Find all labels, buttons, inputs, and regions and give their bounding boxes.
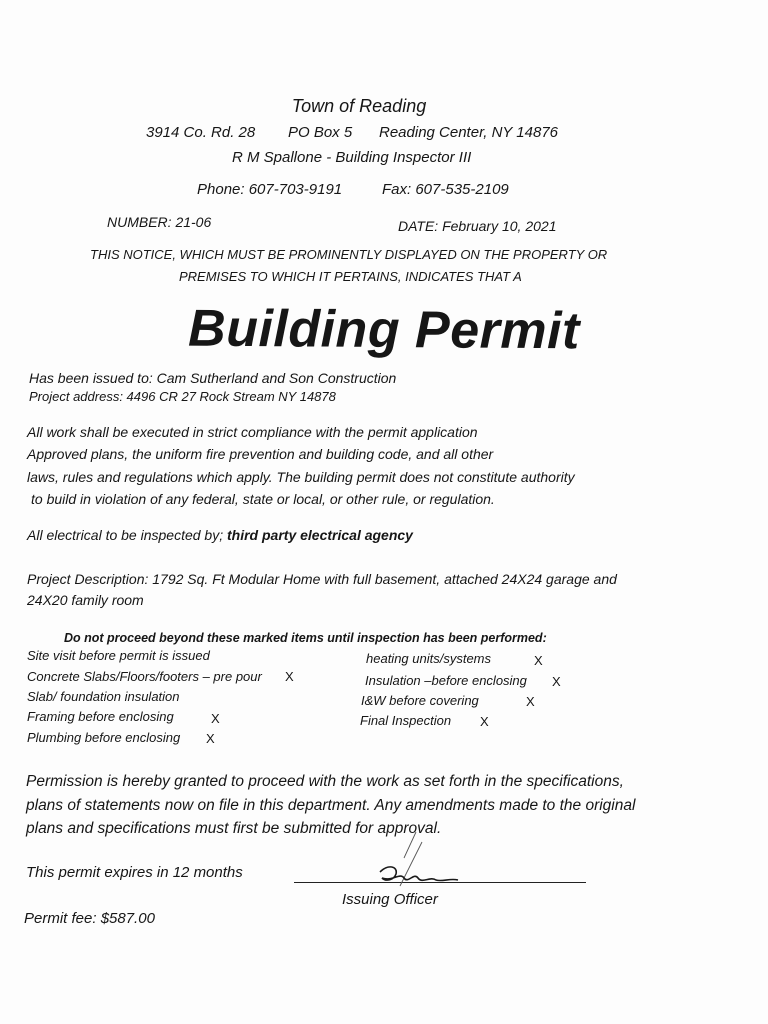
city-state-zip: Reading Center, NY 14876 [379,124,559,141]
inspection-item: Plumbing before enclosing [27,730,181,745]
permission-line-3: plans and specifications must first be submitted for approval. [26,820,442,837]
inspector-name: R M Spallone - Building Inspector III [232,149,472,166]
issuing-officer-label: Issuing Officer [342,891,438,908]
notice-line-1: THIS NOTICE, WHICH MUST BE PROMINENTLY DISPLAYED ON THE PROPERTY OR [90,247,608,262]
permit-date: DATE: February 10, 2021 [398,218,557,234]
permit-fee: Permit fee: $587.00 [24,910,155,927]
inspection-heading: Do not proceed beyond these marked items until inspection has been performed: [64,631,547,645]
po-box: PO Box 5 [288,124,353,141]
town-title: Town of Reading [291,96,427,116]
issued-to: Has been issued to: Cam Sutherland and Son Construction [29,370,397,386]
phone-number: Phone: 607-703-9191 [197,181,343,198]
inspection-mark: X [206,731,215,746]
project-description-line-1: Project Description: 1792 Sq. Ft Modular Home with full basement, attached 24X24 garage and [27,571,617,587]
fax-number: Fax: 607-535-2109 [382,181,509,198]
electrical-agency: third party electrical agency [227,527,413,543]
street-address: 3914 Co. Rd. 28 [146,124,256,141]
inspection-mark: X [480,714,489,729]
electrical-note [27,527,413,543]
inspection-mark: X [211,711,220,726]
project-address: Project address: 4496 CR 27 Rock Stream NY 14878 [29,389,336,404]
project-description-line-2: 24X20 family room [27,592,144,608]
inspection-item: heating units/systems [366,651,492,666]
inspection-item: Site visit before permit is issued [27,648,210,663]
inspection-mark: X [526,694,535,709]
permission-line-1: Permission is hereby granted to proceed with the work as set forth in the specifications, [26,773,624,790]
inspection-item: Final Inspection [360,713,452,728]
inspection-mark: X [285,669,294,684]
compliance-line-2: Approved plans, the uniform fire prevention and building code, and all other [27,446,494,462]
permission-line-2: plans of statements now on file in this department. Any amendments made to the original [26,797,636,814]
inspection-item: Insulation –before enclosing [365,673,527,688]
officer-signature [370,828,480,890]
inspection-mark: X [552,674,561,689]
electrical-prefix: All electrical to be inspected by; [27,527,224,543]
inspection-item: I&W before covering [361,693,479,708]
inspection-item: Framing before enclosing [27,709,174,724]
compliance-line-1: All work shall be executed in strict compliance with the permit application [27,424,478,440]
permit-heading: Building Permit [187,299,581,361]
inspection-mark: X [534,653,543,668]
compliance-line-3: laws, rules and regulations which apply. The building permit does not constitute authority [27,469,575,485]
inspection-item: Concrete Slabs/Floors/footers – pre pour [27,669,262,684]
compliance-line-4: to build in violation of any federal, state or local, or other rule, or regulation. [31,491,495,507]
expiration-note: This permit expires in 12 months [26,864,243,881]
notice-line-2: PREMISES TO WHICH IT PERTAINS, INDICATES THAT A [179,269,522,284]
permit-number: NUMBER: 21-06 [107,214,212,230]
inspection-item: Slab/ foundation insulation [27,689,180,704]
